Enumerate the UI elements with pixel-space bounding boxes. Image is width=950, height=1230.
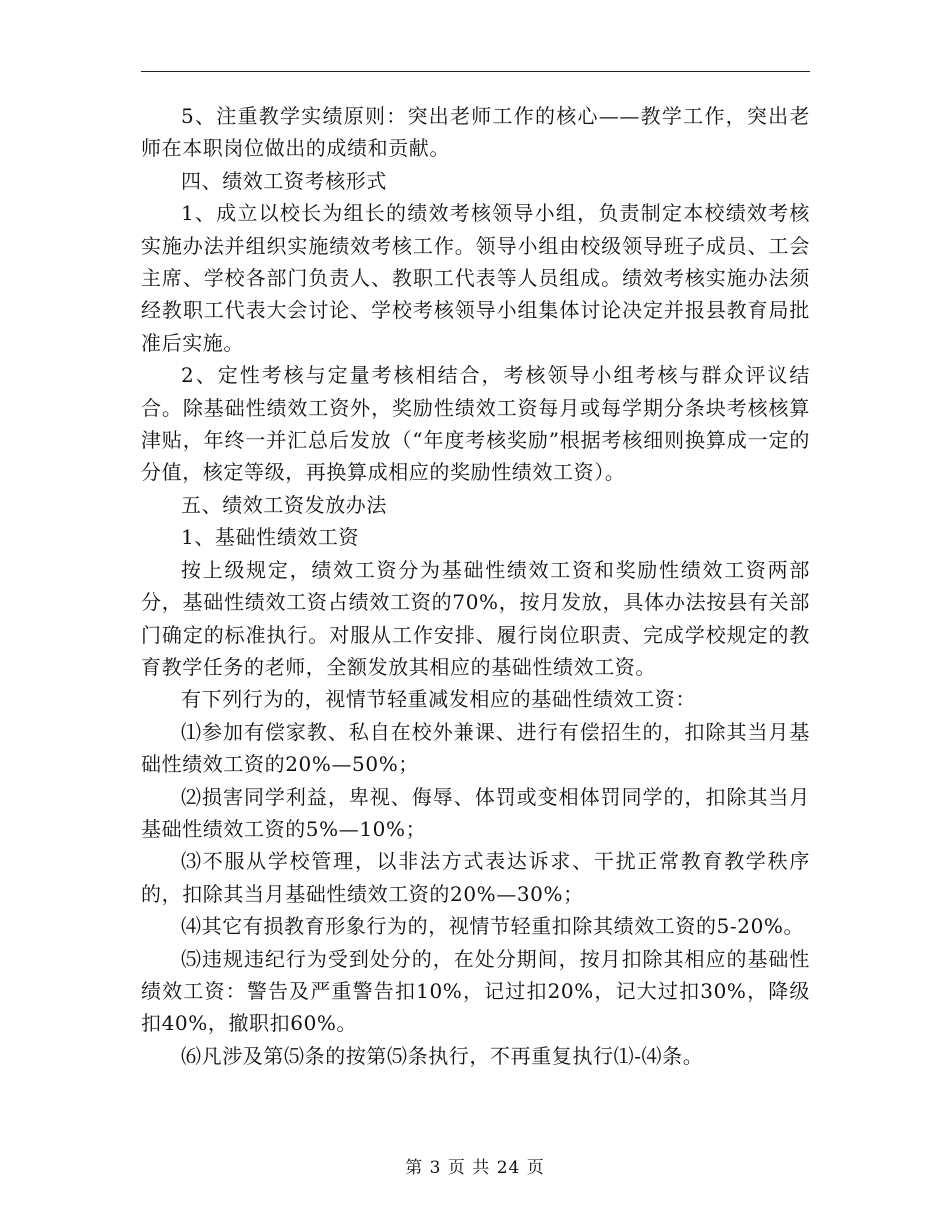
deduction-item-5: ⑸违规违纪行为受到处分的，在处分期间，按月扣除其相应的基础性绩效工资：警告及严重警告扣10%，记过扣20%，记大过扣30%，降级扣40%，撤职扣60%。 [141, 946, 810, 1036]
paragraph-5-1-body: 按上级规定，绩效工资分为基础性绩效工资和奖励性绩效工资两部分，基础性绩效工资占绩效工资的70%，按月发放，具体办法按县有关部门确定的标准执行。对服从工作安排、履行岗位职责、完成学校规定的教育教学任务的老师，全额发放其相应的基础性绩效工资。 [141, 557, 810, 679]
deduction-item-1: ⑴参加有偿家教、私自在校外兼课、进行有偿招生的，扣除其当月基础性绩效工资的20%—50%； [141, 719, 810, 777]
document-body [141, 100, 810, 1072]
page-number-label: 第 3 页 共 24 页 [405, 1158, 545, 1178]
header-rule [141, 71, 810, 72]
deduction-item-2: ⑵损害同学利益，卑视、侮辱、体罚或变相体罚同学的，扣除其当月基础性绩效工资的5%—10%； [141, 784, 810, 841]
deduction-item-6: ⑹凡涉及第⑸条的按第⑸条执行，不再重复执行⑴-⑷条。 [181, 1043, 704, 1068]
paragraph-principle-5: 5、注重教学实绩原则：突出老师工作的核心——教学工作，突出老师在本职岗位做出的成绩和贡献。 [141, 104, 810, 161]
section-heading-4: 四、绩效工资考核形式 [181, 168, 387, 193]
subheading-5-1: 1、基础性绩效工资 [181, 525, 360, 550]
paragraph-4-1: 1、成立以校长为组长的绩效考核领导小组，负责制定本校绩效考核实施办法并组织实施绩效考核工作。领导小组由校级领导班子成员、工会主席、学校各部门负责人、教职工代表等人员组成。绩效考核实施办法须经教职工代表大会讨论、学校考核领导小组集体讨论决定并报县教育局批准后实施。 [141, 201, 810, 355]
paragraph-4-2: 2、定性考核与定量考核相结合，考核领导小组考核与群众评议结合。除基础性绩效工资外，奖励性绩效工资每月或每学期分条块考核核算津贴，年终一并汇总后发放（“年度考核奖励”根据考核细则换算成一定的分值，核定等级，再换算成相应的奖励性绩效工资）。 [141, 363, 810, 485]
paragraph-deduction-intro: 有下列行为的，视情节轻重减发相应的基础性绩效工资： [181, 687, 696, 712]
section-heading-5: 五、绩效工资发放办法 [181, 492, 387, 517]
page-footer [0, 1153, 950, 1178]
deduction-item-3: ⑶不服从学校管理，以非法方式表达诉求、干扰正常教育教学秩序的，扣除其当月基础性绩效工资的20%—30%； [141, 849, 810, 906]
deduction-item-4: ⑷其它有损教育形象行为的，视情节轻重扣除其绩效工资的5-20%。 [181, 914, 805, 939]
